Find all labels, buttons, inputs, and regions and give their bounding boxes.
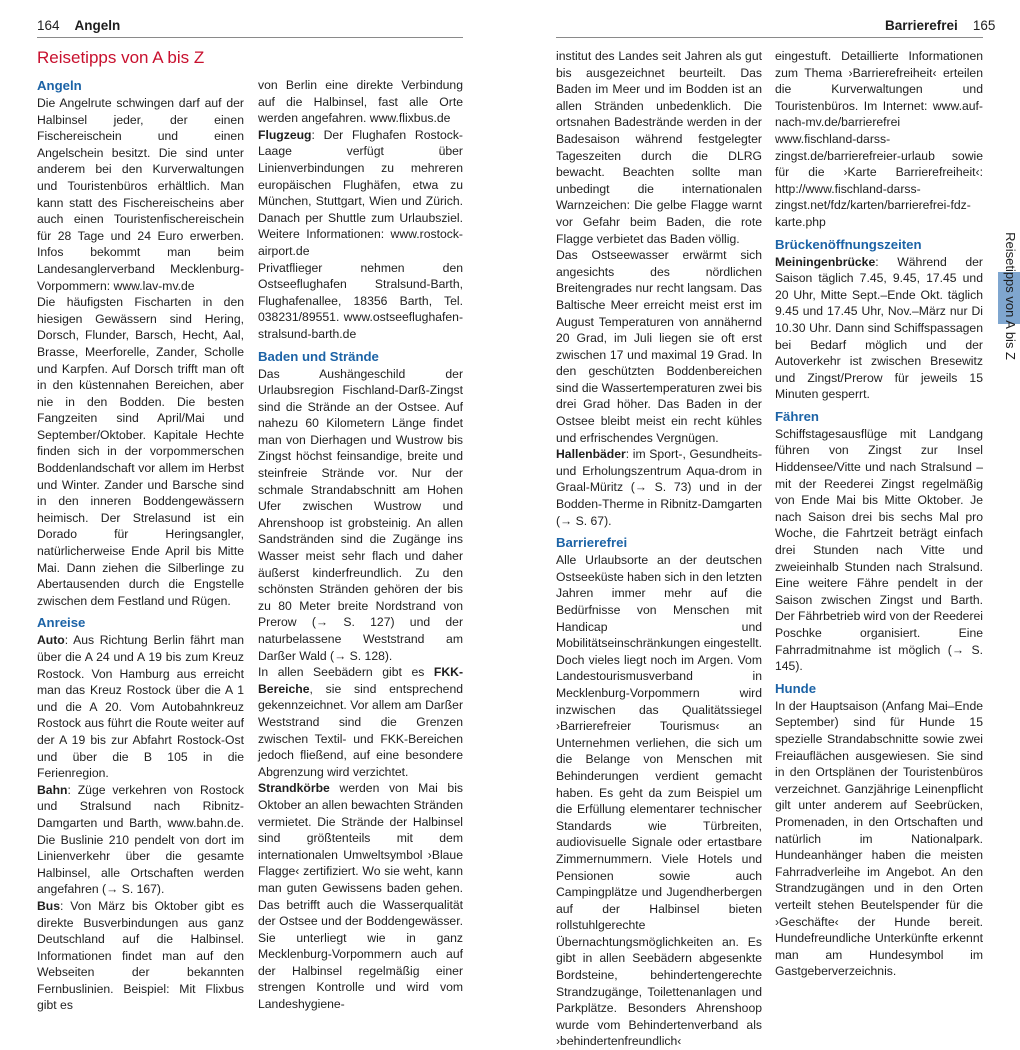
paragraph: Alle Urlaubsorte an der deutschen Ostseeküste haben sich in den letzten Jahren immer mehr auf die Bedürfnisse von Menschen mit Handicap und Mobilitätseinschränkungen eingestellt. Doch vieles liegt noch im Argen. Vom Landestourismusverband in Mecklenburg-Vorpommern wird inzwischen das Qualitätssiegel ›Barrierefreier Tourismus‹ an Unternehmen verliehen, die sich um die Belange von Menschen mit Behinderungen verdient gemacht haben. Es geht da zum Beispiel um die Erfüllung elementarer technischer Standards wie Türbreiten, audiovisuelle Signale oder ertastbare Zimmernummern. Viele Hotels und Pensionen sowie auch Campingplätze und Jugendherbergen auf der Halbinsel bieten rollstuhlgerechte Übernachtungsmöglichkeiten an. Es gibt in allen Seebädern abgesenkte Bordsteine, behindertengerechte Strandzugänge, Toilettenanlagen und Parkplätze. Besonders Ahrenshoop wurde vom Behindertenverband als ›behindertenfreundlich‹: [556, 553, 762, 1049]
paragraph: eingestuft. Detaillierte Informationen zum Thema ›Barrierefreiheit‹ erteilen die Kurverwaltungen und Touristenbüros. Im Internet: www.auf-nach-mv.de/barrierefrei www.fischland-darss-zingst.de/barrierefreier-urlaub sowie für die ›Karte Barrierefreiheit‹: http://www.fischland-darss-zingst.net/fdz/karten/barrierefrei-fdz-karte.php: [775, 49, 983, 229]
term-text: : Von März bis Oktober gibt es direkte Busverbindungen aus ganz Deutschland auf die Halbinsel. Informationen findet man auf den Webseiten der bekannten Fernbuslinien. Beispiel: Mit Flixbus gibt es: [37, 898, 244, 1013]
paragraph: [258, 127, 463, 260]
paragraph: Das Aushängeschild der Urlaubsregion Fischland-Darß-Zingst sind die Strände an der Ostsee. Auf nahezu 60 Kilometern Länge findet man von Dierhagen und Wustrow bis Zingst höchst feinsandige, breite und steinfreie Strände vor. Nur der schmale Strandabschnitt am Hohen Ufer zwischen Wustrow und Ahrenshoop ist grobsteinig. An allen Sandstränden sind die Zugänge ins Wasser meist sehr flach und daher äußerst kinderfreundlich. Zu den schönsten Stränden gehören der bis zu 80 Meter breite Nordstrand von Prerow (→ S. 127) und der naturbelassene Weststrand am Darßer Wald (→ S. 128).: [258, 366, 463, 663]
right-column-1: [556, 48, 762, 1050]
running-header-left: [37, 18, 120, 33]
section-heading: Fähren: [775, 408, 819, 424]
term-label: Bus: [37, 898, 61, 913]
page-title: Reisetipps von A bis Z: [37, 48, 205, 67]
term-label: Bahn: [37, 782, 68, 797]
left-column-1: [37, 77, 244, 1014]
paragraph: von Berlin eine direkte Verbindung auf die Halbinsel, fast alle Orte werden angefahren. www.flixbus.de: [258, 78, 463, 126]
paragraph: Die häufigsten Fischarten in den hiesigen Gewässern sind Hering, Dorsch, Flunder, Barsch, Hecht, Aal, Brasse, Meerforelle, Zander, Scholle und Karpfen. Auf Dorsch trifft man oft in den küstennahen Bereichen, aber nie in den Bodden. Die besten Fangzeiten sind April/Mai und September/Oktober. Kapitale Hechte finden sich in der vorpommerschen Boddenlandschaft vor allem im Herbst und Winter. Zander und Barsche sind in den inneren Boddengewässern heimisch. Der Strelasund ist ein Dorado für Heringsangler, natürlicherweise Ende April bis Mitte Mai. Dann ziehen die Silberlinge zu Abertausenden durch die Engstelle zwischen dem Festland und Rügen.: [37, 295, 244, 608]
term-text: : Während der Saison täglich 7.45, 9.45, 17.45 und 20 Uhr, Mitte Sept.–Ende Okt. täglich 9.45 und 17.45 Uhr, Nov.–März nur Di 10.30 Uhr. Dann sind Schiffspassagen bei Bedarf möglich und der Autoverkehr ist zwischen Bresewitz und Zingst/Prerow für jeweils 15 Minuten gesperrt.: [775, 254, 983, 402]
term-label: FKK-Bereiche: [258, 665, 463, 696]
right-column-2: [775, 48, 983, 980]
term-text: , sie sind entsprechend gekennzeichnet. Vor allem am Darßer Weststrand sind die Grenzen zwischen Textil- und FKK-Bereichen jedoch fließend, auf eine besondere Abgrenzung wird verzichtet.: [258, 681, 463, 779]
running-head: Barrierefrei: [885, 18, 958, 33]
paragraph: In der Hauptsaison (Anfang Mai–Ende September) sind für Hunde 15 spezielle Strandabschnitte sowie zwei Freiauflächen ausgewiesen. Sie sind in den Ortsplänen der Touristenbüros verzeichnet. Ganzjährige Leinenpflicht gilt unter anderem auf Seebrücken, Promenaden, in den Ortschaften und natürlich im Nationalpark. Hundeanhänger haben die meisten Fahrradverleihe im Angebot. An den Strandzugängen und in den Orten verteilt stehen Beutelspender für die ›Geschäfte‹ der Hunde bereit. Hundefreundliche Unterkünfte erkennt man am Hundesymbol im Gastgeberverzeichnis.: [775, 698, 983, 979]
term-label: Strandkörbe: [258, 781, 330, 796]
section-heading: Hunde: [775, 680, 817, 696]
paragraph: Die Angelrute schwingen darf auf der Halbinsel jeder, der einen Fischereischein und einen Angelschein besitzt. Die sind unter anderem bei den Kurverwaltungen und Touristenbüros erhältlich. Man kann statt des Fischereischeins aber auch einen Touristenfischereischein für 28 Tage und 24 Euro erwerben. Infos bekommt man beim Landesanglerverband Mecklenburg-Vorpommern: www.lav-mv.de: [37, 96, 244, 293]
section-heading: Angeln: [37, 78, 82, 93]
term-label: Hallenbäder: [556, 447, 626, 462]
page-number: 164: [37, 18, 60, 33]
section-heading: Barrierefrei: [556, 535, 628, 551]
header-rule: [37, 37, 463, 38]
paragraph: [556, 446, 762, 529]
section-heading: Brückenöffnungszeiten: [775, 236, 922, 252]
term-text: : Der Flughafen Rostock-Laage verfügt über Linienverbindungen zu mehreren europäischen Flughäfen, etwa zu München, Stuttgart, Wien und Zürich. Danach per Shuttle zum Urlaubsziel. Weitere Informationen: www.rostock-airport.de: [258, 127, 463, 258]
section-heading: Baden und Strände: [258, 348, 379, 364]
paragraph: [37, 782, 244, 898]
paragraph: Privatflieger nehmen den Ostseeflughafen Stralsund-Barth, Flughafenallee, 18356 Barth, Tel. 038231/89551. www.ostseeflughafen-stralsund-barth.de: [258, 260, 463, 341]
page-number: 165: [972, 18, 996, 33]
paragraph: Das Ostseewasser erwärmt sich angesichts des nördlichen Breitengrades nur recht langsam. Das Baltische Meer erreicht meist erst im August Temperaturen von annähernd 20 Grad, im Juli liegen sie oft erst zwischen 17 und maximal 19 Grad. In den geschützten Boddenbereichen sind die Wassertemperaturen zwei bis drei Grad höher. Das Baden in der Ostsee bleibt meist ein recht kühles und erfrischendes Vergnügen.: [556, 248, 762, 445]
term-text: In allen Seebädern gibt es: [258, 665, 434, 680]
term-text: werden von Mai bis Oktober an allen bewachten Stränden vermietet. Die Strände der Halbinsel sind größtenteils mit dem internationalen Umweltsymbol ›Blaue Flagge‹ zertifiziert. Wo sie weht, kann man guten Gewissens baden gehen. Das betrifft auch die Wasserqualität der Ostsee und der Boddengewässer. Sie unterliegt wie in ganz Mecklenburg-Vorpommern auch auf der Halbinsel regelmäßig einer strengen Kontrolle und wird vom Landeshygiene-: [258, 781, 463, 1012]
term-label: Flugzeug: [258, 127, 312, 142]
term-label: Auto: [37, 633, 65, 648]
paragraph: Schiffstagesausflüge mit Landgang führen von Zingst zur Insel Hiddensee/Vitte und nach Stralsund – mit der Reederei Zingst regelmäßig von Ende Mai bis Mitte Oktober. Je nach Saison drei bis sechs Mal pro Woche, die Fahrtzeit beträgt einfach drei Stunden nach Vitte und zweieinhalb Stunden nach Stralsund. Eine weitere Fähre pendelt in der Saison zwischen Zingst und Barth. Der Fährbetrieb wird von der Reederei Poschke organisiert. Eine Fahrradmitnahme ist möglich (→ S. 145).: [775, 426, 983, 674]
right-page: [540, 0, 1020, 1049]
paragraph: [258, 780, 463, 1012]
left-page: [0, 0, 500, 1013]
header-rule: [556, 37, 983, 38]
term-text: : Aus Richtung Berlin fährt man über die A 24 und A 19 bis zum Kreuz Rostock. Von Hamburg aus erreicht man das Kreuz Rostock über die A 1 und die A 20. Vom Autobahnkreuz Rostock aus führt die Route weiter auf der A 19 bis zur Abfahrt Rostock-Ost und über die B 105 in die Ferienregion.: [37, 633, 244, 781]
term-label: Meiningenbrücke: [775, 254, 876, 269]
section-heading: Anreise: [37, 615, 86, 631]
term-text: : Züge verkehren von Rostock und Stralsund nach Ribnitz-Damgarten und Barth, www.bahn.de. Die Buslinie 210 pendelt von dort im Linienverkehr über die gesamte Halbinsel, alle Ortschaften werden angefahren (→ S. 167).: [37, 782, 244, 897]
side-tab-label: Reisetipps von A bis Z: [1003, 232, 1018, 360]
paragraph: [37, 898, 244, 1014]
running-head: Angeln: [74, 18, 121, 33]
paragraph: [258, 664, 463, 780]
paragraph: [775, 254, 983, 403]
left-column-2: [258, 77, 463, 1013]
paragraph: institut des Landes seit Jahren als gut bis ausgezeichnet beurteilt. Das Baden im Meer und im Bodden ist an allen Stränden unbedenklich. Die ortsnahen Badestrände werden in der Badesaison während festgelegter Tageszeiten durch die DLRG bewacht. Beachten sollte man unbedingt die internationalen Warnzeichen: Die gelbe Flagge warnt vor Gefahr beim Baden, die rote Flagge verbietet das Baden völlig.: [556, 49, 762, 246]
term-text: : im Sport-, Gesundheits- und Erholungszentrum Aqua-drom in Graal-Müritz (→ S. 73) und in der Bodden-Therme in Ribnitz-Damgarten (→ S. 67).: [556, 447, 762, 528]
paragraph: [37, 632, 244, 781]
running-header-right: [885, 18, 995, 33]
